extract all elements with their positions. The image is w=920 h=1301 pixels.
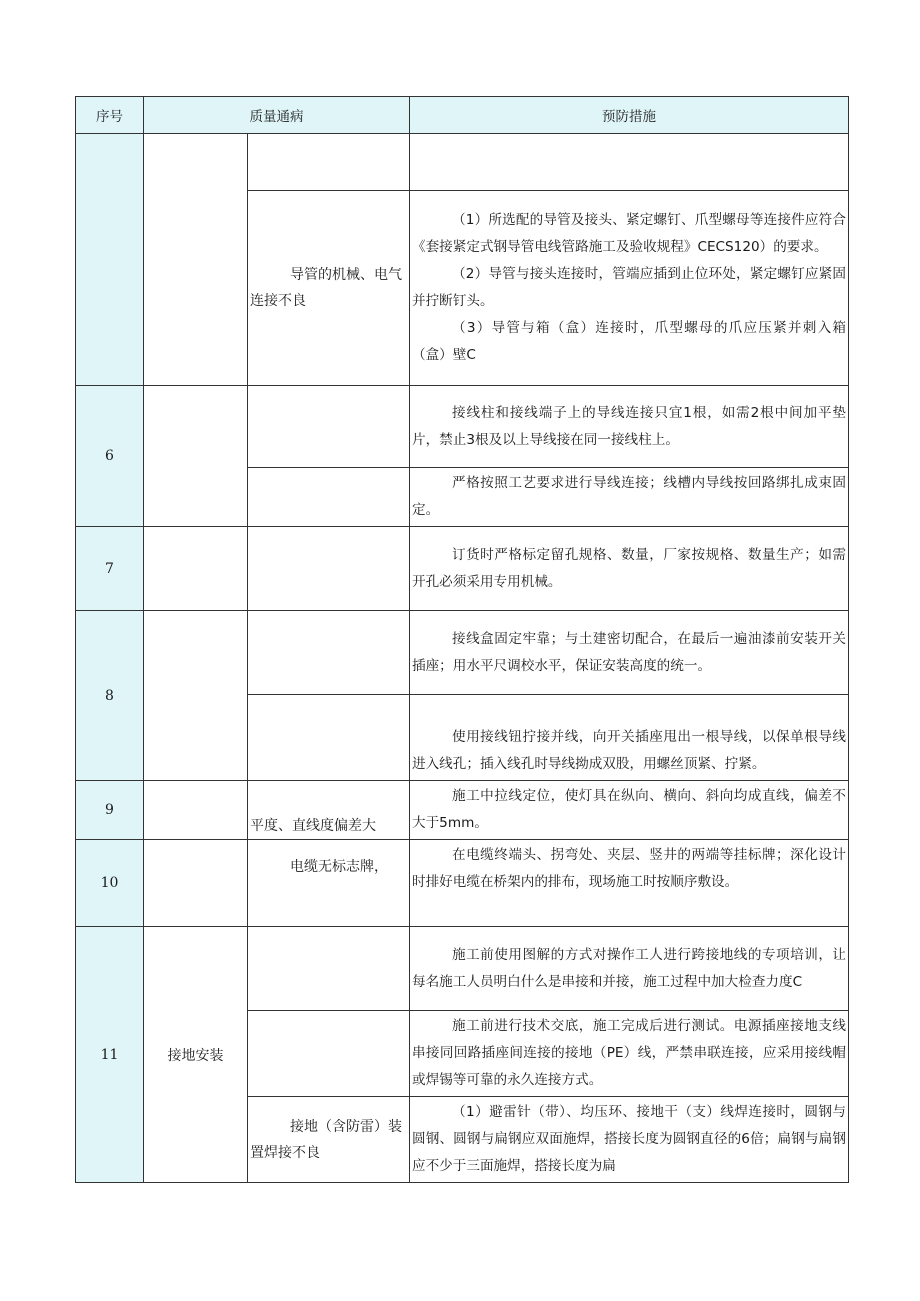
measure-cell — [410, 927, 849, 1011]
table-row — [76, 611, 849, 695]
category-cell — [144, 386, 248, 527]
category-cell: 接地安装 — [144, 927, 248, 1183]
seq-cell: 8 — [76, 611, 144, 781]
seq-cell: 11 — [76, 927, 144, 1183]
problem-cell — [248, 611, 410, 695]
header-seq: 序号 — [76, 97, 144, 134]
seq-cell: 6 — [76, 386, 144, 527]
category-cell — [144, 134, 248, 386]
table-row — [76, 134, 849, 191]
problem-cell — [248, 1097, 410, 1183]
problem-cell — [248, 191, 410, 386]
category-cell — [144, 781, 248, 840]
category-cell — [144, 527, 248, 611]
table-row — [76, 527, 849, 611]
measure-text: （1）所选配的导管及接头、紧定螺钉、爪型螺母等连接件应符合《套接紧定式钢导管电线管路施工及验收规程》CECS120）的要求。 — [412, 212, 846, 255]
problem-text: 导管的机械、电气连接不良 — [250, 267, 402, 309]
measure-text: 接线盒固定牢靠；与土建密切配合，在最后一遍油漆前安装开关插座；用水平尺调校水平，保证安装高度的统一。 — [412, 630, 846, 674]
problem-cell — [248, 840, 410, 927]
measure-cell — [410, 695, 849, 781]
measure-text: 施工前进行技术交底，施工完成后进行测试。电源插座接地支线串接同回路插座间连接的接地（PE）线，严禁串联连接，应采用接线帽或焊锡等可靠的永久连接方式。 — [412, 1018, 846, 1088]
problem-cell — [248, 695, 410, 781]
measure-cell — [410, 191, 849, 386]
seq-cell: 10 — [76, 840, 144, 927]
measure-cell — [410, 527, 849, 611]
quality-table — [75, 96, 849, 1183]
header-problem: 质量通病 — [144, 97, 410, 134]
measure-text: 使用接线钮拧接并线，向开关插座甩出一根导线，以保单根导线进入线孔；插入线孔时导线拗成双股，用螺丝顶紧、拧紧。 — [412, 729, 846, 772]
table-row — [76, 386, 849, 468]
category-cell — [144, 840, 248, 927]
measure-cell — [410, 840, 849, 927]
measure-text: 在电缆终端头、拐弯处、夹层、竖井的两端等挂标牌；深化设计时排好电缆在桥架内的排布，现场施工时按顺序敷设。 — [412, 847, 846, 890]
problem-cell — [248, 527, 410, 611]
table-row — [76, 781, 849, 840]
measure-cell — [410, 781, 849, 840]
seq-cell: 7 — [76, 527, 144, 611]
measure-text: 严格按照工艺要求进行导线连接；线槽内导线按回路绑扎成束固定。 — [412, 475, 846, 518]
problem-cell — [248, 927, 410, 1011]
table-row — [76, 840, 849, 927]
measure-cell — [410, 611, 849, 695]
measure-cell — [410, 386, 849, 468]
measure-text: 施工中拉线定位，使灯具在纵向、横向、斜向均成直线，偏差不大于5mm。 — [412, 788, 846, 831]
measure-text: （1）避雷针（带）、均压环、接地干（支）线焊连接时，圆钢与圆钢、圆钢与扁钢应双面施焊，搭接长度为圆钢直径的6倍；扁钢与扁钢应不少于三面施焊，搭接长度为扁 — [412, 1104, 846, 1174]
problem-text: 平度、直线度偏差大 — [250, 818, 376, 834]
table-row — [76, 927, 849, 1011]
measure-cell — [410, 134, 849, 191]
problem-cell — [248, 1011, 410, 1097]
measure-text: 施工前使用图解的方式对操作工人进行跨接地线的专项培训，让每名施工人员明白什么是串接和并接，施工过程中加大检查力度C — [412, 946, 846, 990]
measure-cell — [410, 1097, 849, 1183]
problem-cell — [248, 134, 410, 191]
category-cell — [144, 611, 248, 781]
problem-text: 电缆无标志牌， — [290, 859, 388, 875]
measure-text: （3）导管与箱（盒）连接时，爪型螺母的爪应压紧并刺入箱（盒）壁C — [412, 320, 846, 363]
problem-cell — [248, 781, 410, 840]
measure-text: （2）导管与接头连接时，管端应插到止位环处，紧定螺钉应紧固并拧断钉头。 — [412, 266, 846, 309]
table-header — [76, 97, 849, 134]
measure-text: 接线柱和接线端子上的导线连接只宜1根，如需2根中间加平垫片，禁止3根及以上导线接在同一接线柱上。 — [412, 404, 846, 448]
problem-cell — [248, 468, 410, 527]
problem-text: 接地（含防雷）装置焊接不良 — [250, 1118, 402, 1161]
measure-cell — [410, 1011, 849, 1097]
seq-cell: 9 — [76, 781, 144, 840]
seq-cell — [76, 134, 144, 386]
measure-text: 订货时严格标定留孔规格、数量，厂家按规格、数量生产；如需开孔必须采用专用机械。 — [412, 546, 846, 590]
header-measure: 预防措施 — [410, 97, 849, 134]
problem-cell — [248, 386, 410, 468]
measure-cell — [410, 468, 849, 527]
